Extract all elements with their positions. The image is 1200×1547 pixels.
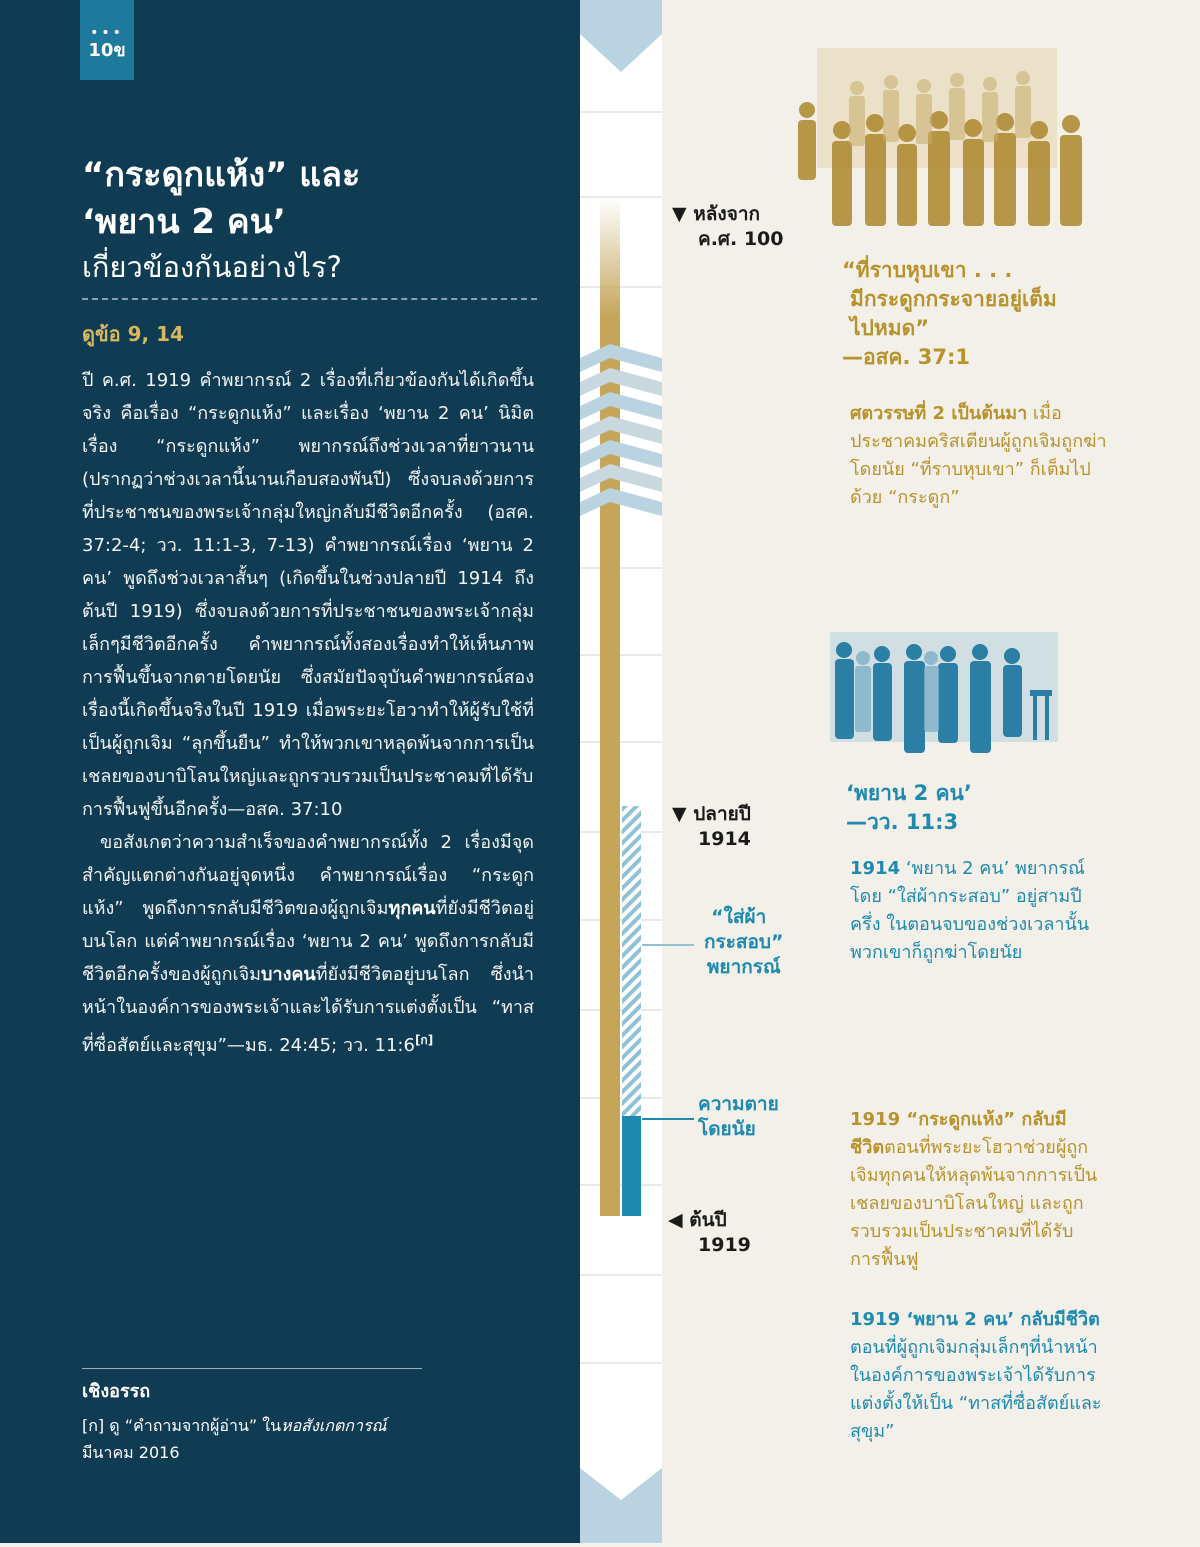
witnesses-desc-text: ‘พยาน 2 คน’ พยากรณ์โดย “ใส่ผ้ากระสอบ” อยู่สามปีครึ่ง ในตอนจบของช่วงเวลานั้นพวกเขาก็ถูกฆ่าโดยนัย: [850, 858, 1090, 963]
paragraph-2-a: ขอสังเกตว่าความสำเร็จของคำพยากรณ์ทั้ง 2 เรื่องมีจุดสำคัญแตกต่างกันอยู่จุดหนึ่ง คำพยากรณ์เรื่อง “กระดูกแห้ง” พูดถึงการกลับมีชีวิตของผู้ถูกเจิม: [82, 832, 534, 919]
timeline-graphic: [580, 0, 662, 1543]
footnote-date: มีนาคม 2016: [82, 1443, 180, 1462]
marker-3-line-1: ต้นปี: [689, 1209, 727, 1231]
bones-quote: [842, 256, 1142, 372]
witnesses-revival-note: [850, 1306, 1112, 1446]
witnesses-revival-bold: 1919 ‘พยาน 2 คน’ กลับมีชีวิต: [850, 1309, 1100, 1330]
footnote-source: หอสังเกตการณ์: [281, 1416, 387, 1435]
page-title: [82, 152, 562, 288]
bones-revival-text: ตอนที่พระยะโฮวาช่วยผู้ถูกเจิมทุกคนให้หลุดพ้นจากการเป็นเชลยของบาบิโลนใหญ่ และถูกรวบรวมเป็นประชาคมที่ได้รับการฟื้นฟู: [850, 1137, 1098, 1270]
marker-late-1914: [672, 802, 751, 852]
top-arrow: [580, 0, 662, 72]
witnesses-citation: —วว. 11:3: [846, 810, 959, 834]
marker-2-line-1: ปลายปี: [693, 803, 751, 825]
footnote-marker[interactable]: [ก]: [414, 1033, 434, 1047]
footnote-prefix: [ก] ดู “คำถามจากผู้อ่าน” ใน: [82, 1416, 282, 1435]
timeline-strip: [580, 0, 662, 1543]
title-line-1: “กระดูกแห้ง” และ: [82, 155, 361, 195]
death-label: [698, 1092, 779, 1142]
paragraph-2: [82, 826, 534, 1062]
down-triangle-icon: ▼: [672, 803, 687, 825]
marker-after-100: [672, 202, 783, 252]
death-bar: [622, 1116, 641, 1216]
bones-quote-line-2: มีกระดูกกระจายอยู่เต็ม: [850, 287, 1057, 311]
marker-2-line-2: 1914: [698, 828, 751, 850]
witnesses-quote-line: ‘พยาน 2 คน’: [846, 781, 972, 805]
title-line-2: ‘พยาน 2 คน’: [82, 202, 286, 242]
bones-description: [850, 400, 1108, 512]
witnesses-desc-bold: 1914: [850, 858, 901, 879]
page-tab: [80, 0, 134, 80]
sackcloth-line-1: “ใส่ผ้า: [711, 906, 767, 928]
bones-quote-line-3: ไปหมด”: [850, 316, 930, 340]
title-line-3: เกี่ยวข้องกันอย่างไร?: [82, 250, 342, 284]
witnesses-description: [850, 855, 1112, 967]
paragraph-reference: ดูข้อ 9, 14: [82, 322, 184, 346]
bones-revival-bold: 1919 “กระดูกแห้ง” กลับมีชีวิต: [850, 1109, 1067, 1158]
bones-quote-line-1: “ที่ราบหุบเขา . . .: [842, 258, 1013, 282]
death-line-1: ความตาย: [698, 1093, 779, 1115]
left-triangle-icon: ◀: [668, 1209, 683, 1231]
marker-3-line-2: 1919: [698, 1234, 751, 1256]
right-panel: [662, 0, 1200, 1543]
witnesses-illustration: [830, 632, 1058, 757]
death-connector: [642, 1118, 694, 1120]
time-break-zigzags: [580, 344, 662, 516]
left-panel: [0, 0, 580, 1543]
title-divider: [82, 298, 537, 300]
emphasis-all: ทุกคน: [388, 898, 436, 919]
crowd-illustration: [787, 48, 1097, 238]
bones-bar-fade: [600, 198, 620, 318]
sackcloth-line-3: พยากรณ์: [706, 956, 781, 978]
death-line-2: โดยนัย: [698, 1118, 756, 1140]
sackcloth-connector: [642, 944, 694, 946]
tab-number: 10ข: [88, 40, 126, 61]
article-body: [82, 364, 534, 1062]
bottom-arrow: [580, 1468, 662, 1543]
bones-revival-note: [850, 1106, 1100, 1274]
paragraph-2-c: ที่ยังมีชีวิตอยู่บนโลก แต่คำพยากรณ์เรื่อง ‘พยาน 2 คน’ พูดถึงการกลับมีชีวิตอีกครั้งของผู้ถูกเจิม: [82, 898, 534, 985]
bones-citation: —อสค. 37:1: [842, 345, 970, 369]
footnote-title: เชิงอรรถ: [82, 1381, 151, 1402]
sackcloth-label: [694, 905, 783, 980]
emphasis-some: บางคน: [261, 964, 316, 985]
marker-early-1919: [668, 1208, 751, 1258]
tab-dots: •••: [90, 25, 124, 41]
bones-desc-bold: ศตวรรษที่ 2 เป็นต้นมา: [850, 403, 1028, 424]
sackcloth-bar: [622, 806, 641, 1116]
footnote-text: [82, 1412, 462, 1466]
witnesses-revival-text: ตอนที่ผู้ถูกเจิมกลุ่มเล็กๆที่นำหน้าในองค์การของพระเจ้าได้รับการแต่งตั้งให้เป็น “ทาสที่ซื่อสัตย์และสุขุม”: [850, 1337, 1102, 1442]
timeline-ticks: [580, 112, 662, 1363]
witnesses-quote: [846, 779, 1106, 837]
bones-desc-text: เมื่อประชาคมคริสเตียนผู้ถูกเจิมถูกฆ่าโดยนัย “ที่ราบหุบเขา” ก็เต็มไปด้วย “กระดูก”: [850, 403, 1107, 508]
marker-1-line-2: ค.ศ. 100: [698, 228, 784, 250]
paragraph-1: ปี ค.ศ. 1919 คำพยากรณ์ 2 เรื่องที่เกี่ยวข้องกันได้เกิดขึ้นจริง คือเรื่อง “กระดูกแห้ง” และเรื่อง ‘พยาน 2 คน’ นิมิตเรื่อง “กระดูกแห้ง” พยากรณ์ถึงช่วงเวลาที่ยาวนาน (ปรากฏว่าช่วงเวลานี้นานเกือบสองพันปี) ซึ่งจบลงด้วยการที่ประชาชนของพระเจ้ากลุ่มใหญ่กลับมีชีวิตอีกครั้ง (อสค. 37:2-4; วว. 11:1-3, 7-13) คำพยากรณ์เรื่อง ‘พยาน 2 คน’ พูดถึงช่วงเวลาสั้นๆ (เกิดขึ้นในช่วงปลายปี 1914 ถึงต้นปี 1919) ซึ่งจบลงด้วยการที่ประชาชนของพระเจ้ากลุ่มเล็กๆมีชีวิตอีกครั้ง คำพยากรณ์ทั้งสองเรื่องทำให้เห็นภาพการฟื้นขึ้นจากตายโดยนัย ซึ่งสมัยปัจจุบันคำพยากรณ์สองเรื่องนี้เกิดขึ้นจริงในปี 1919 เมื่อพระยะโฮวาทำให้ผู้รับใช้ที่เป็นผู้ถูกเจิม “ลุกขึ้นยืน” ทำให้พวกเขาหลุดพ้นจากการเป็นเชลยของบาบิโลนใหญ่และถูกรวบรวมเป็นประชาคมที่ได้รับการฟื้นฟูขึ้นอีกครั้ง—อสค. 37:10: [82, 370, 534, 820]
sackcloth-line-2: กระสอบ”: [704, 931, 784, 953]
down-triangle-icon: ▼: [672, 203, 687, 225]
marker-1-line-1: หลังจาก: [693, 203, 761, 225]
paragraph-2-d: ที่ยังมีชีวิตอยู่บนโลก ซึ่งนำหน้าในองค์การของพระเจ้าและได้รับการแต่งตั้งเป็น “ทาสที่ซื่อสัตย์และสุขุม”—มธ. 24:45; วว. 11:6: [82, 964, 534, 1056]
footnote-divider: [82, 1368, 422, 1369]
